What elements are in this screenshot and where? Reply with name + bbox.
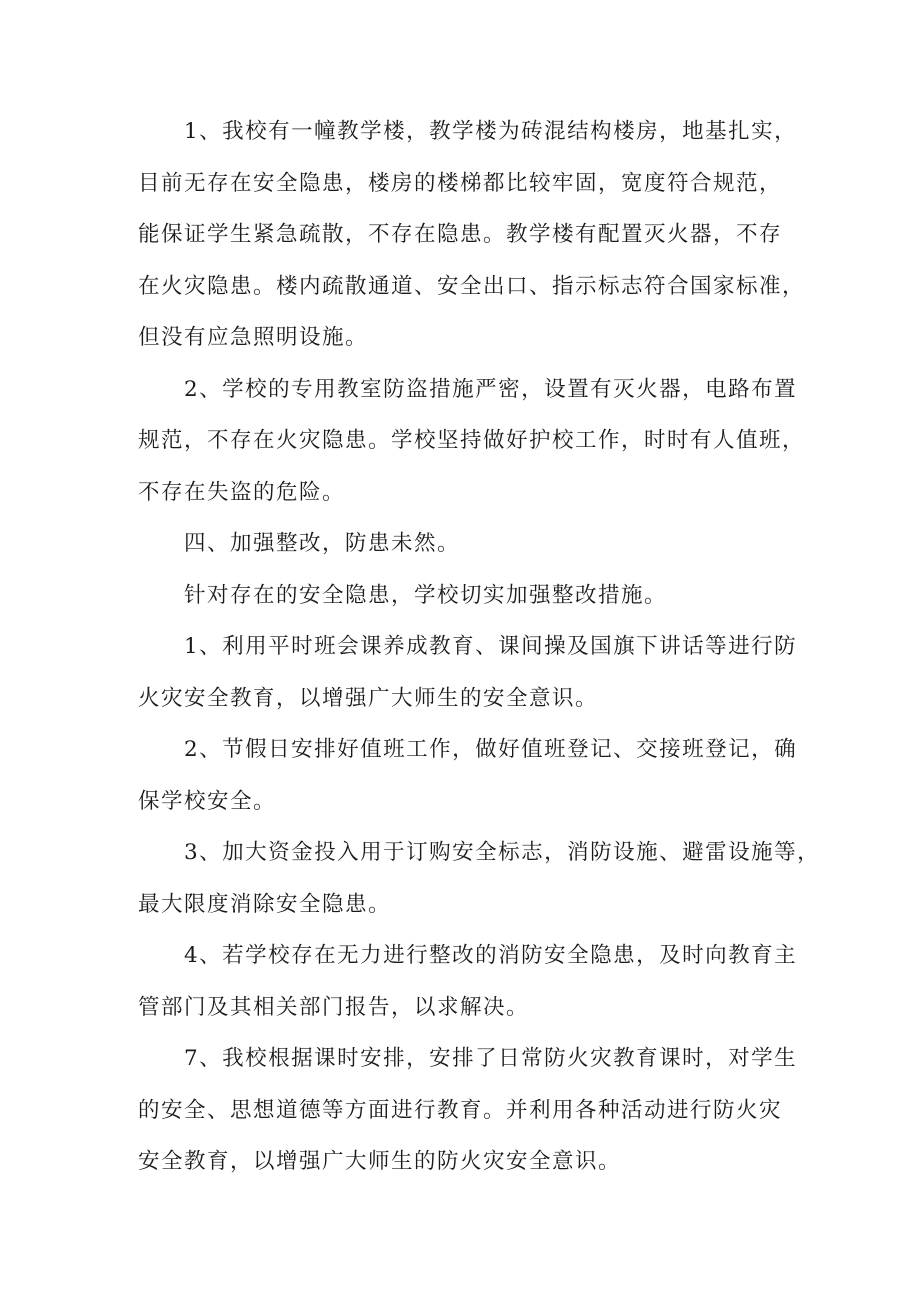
- item-1-line-2: 火灾安全教育，以增强广大师生的安全意识。: [138, 685, 599, 711]
- item-7-line-1: 7、我校根据课时安排，安排了日常防火灾教育课时，对学生: [184, 1046, 798, 1071]
- paragraph-1-line-3: 能保证学生紧急疏散，不存在隐患。教学楼有配置灭火器，不存: [138, 222, 783, 247]
- item-2-line-1: 2、节假日安排好值班工作，做好值班登记、交接班登记，确: [184, 737, 798, 762]
- paragraph-1-line-1: 1、我校有一幢教学楼，教学楼为砖混结构楼房，地基扎实，: [184, 119, 798, 144]
- paragraph-1-line-2: 目前无存在安全隐患，楼房的楼梯都比较牢固，宽度符合规范，: [138, 170, 783, 196]
- paragraph-2-line-3: 不存在失盗的危险。: [138, 479, 346, 505]
- section-intro: 针对存在的安全隐患，学校切实加强整改措施。: [184, 582, 668, 608]
- item-3-line-1: 3、加大资金投入用于订购安全标志，消防设施、避雷设施等，: [184, 840, 821, 865]
- paragraph-2-line-1: 2、学校的专用教室防盗措施严密，设置有灭火器，电路布置: [184, 376, 798, 402]
- item-2-line-2: 保学校安全。: [138, 788, 277, 814]
- document-body: [138, 106, 821, 1188]
- item-4-line-2: 管部门及其相关部门报告，以求解决。: [138, 994, 530, 1020]
- paragraph-1-line-4: 在火灾隐患。楼内疏散通道、安全出口、指示标志符合国家标准，: [138, 273, 806, 299]
- paragraph-2-line-2: 规范，不存在火灾隐患。学校坚持做好护校工作，时时有人值班，: [138, 428, 806, 453]
- paragraph-1-line-5: 但没有应急照明设施。: [138, 325, 369, 350]
- item-7-line-2: 的安全、思想道德等方面进行教育。并利用各种活动进行防火灾: [138, 1097, 783, 1123]
- item-3-line-2: 最大限度消除安全隐患。: [138, 891, 392, 917]
- item-4-line-1: 4、若学校存在无力进行整改的消防安全隐患，及时向教育主: [184, 943, 798, 968]
- section-heading: 四、加强整改，防患未然。: [184, 531, 461, 556]
- item-1-line-1: 1、利用平时班会课养成教育、课间操及国旗下讲话等进行防: [184, 634, 798, 659]
- item-7-line-3: 安全教育，以增强广大师生的防火灾安全意识。: [138, 1149, 622, 1174]
